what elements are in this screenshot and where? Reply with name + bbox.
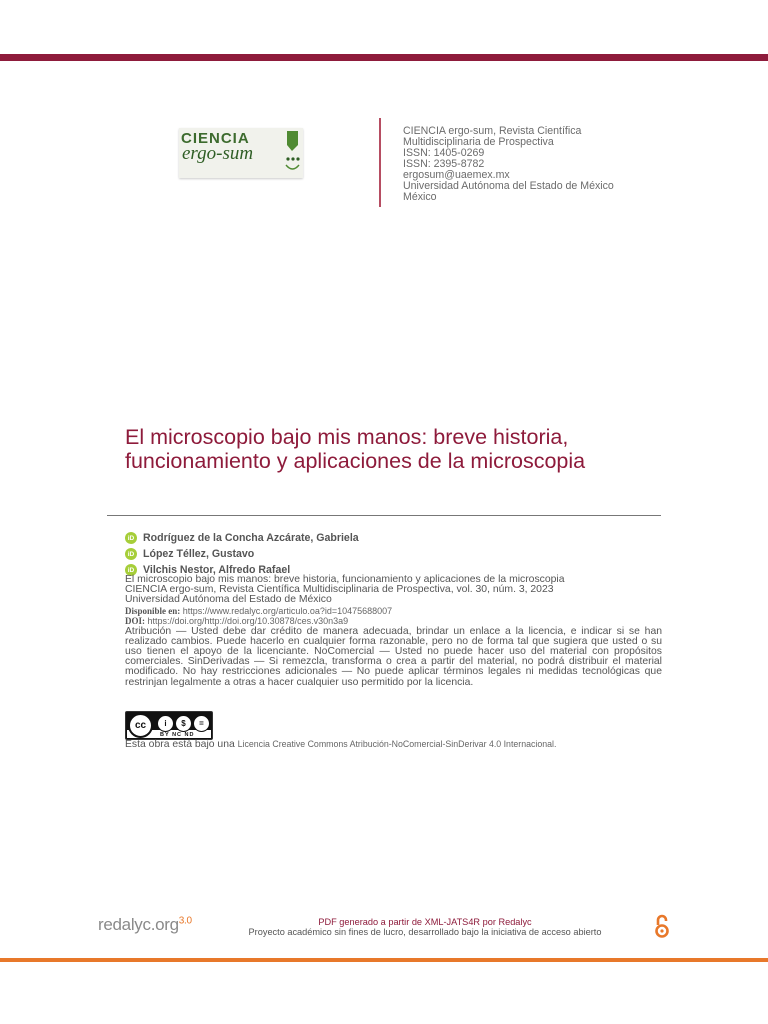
citation-institution: Universidad Autónoma del Estado de México [125,594,332,606]
journal-subtitle-line: Multidisciplinaria de Prospectiva [403,136,554,148]
cc-license-icon[interactable] [125,711,213,740]
journal-university: Universidad Autónoma del Estado de México [403,180,614,192]
author-item [125,530,359,546]
author-name: López Téllez, Gustavo [143,548,255,560]
orcid-icon[interactable]: iD [125,564,137,576]
journal-logo [179,128,303,178]
article-meta [125,575,662,688]
journal-info [403,126,614,203]
attribution-icon: i [157,715,174,732]
citation-journal: CIENCIA ergo-sum, Revista Científica Multidisciplinaria de Prospectiva, vol. 30, núm. 3, 2023 [125,584,554,596]
orcid-icon[interactable]: iD [125,532,137,544]
header-divider [379,118,381,207]
orcid-icon[interactable]: iD [125,548,137,560]
pdf-generated-line: PDF generado a partir de XML-JATS4R por Redalyc [318,917,532,927]
doi-label: DOI: [125,616,145,627]
journal-name-line: CIENCIA ergo-sum, Revista Científica [403,125,582,137]
citation-title: El microscopio bajo mis manos: breve historia, funcionamiento y aplicaciones de la microscopia [125,574,565,585]
journal-email[interactable]: ergosum@uaemex.mx [403,169,510,181]
footer-text [200,917,650,938]
available-label: Disponible en: [125,605,181,616]
logo-word-ciencia: CIENCIA [181,130,250,147]
redalyc-version: 3.0 [178,915,192,927]
bottom-accent-bar [0,958,768,962]
cc-main-icon: cc [128,713,153,738]
article-title: El microscopio bajo mis manos: breve historia, funcionamiento y aplicaciones de la microscopia [125,425,586,473]
logo-word-ergo-sum: ergo-sum [182,143,254,164]
issn-print: ISSN: 1405-0269 [403,147,485,159]
license-link[interactable]: Licencia Creative Commons Atribución-NoComercial-SinDerivar 4.0 Internacional. [237,739,557,749]
author-name: Rodríguez de la Concha Azcárate, Gabriela [143,532,359,544]
cc-badge-terms: BY NC ND [160,732,195,738]
author-list [125,530,359,578]
project-line: Proyecto académico sin fines de lucro, desarrollado bajo la iniciativa de acceso abierto [248,927,602,938]
redalyc-logo [98,915,192,935]
doi-url[interactable]: https://doi.org/http://doi.org/10.30878/ces.v30n3a9 [147,616,349,627]
noderivatives-icon: = [193,715,210,732]
top-accent-bar [0,54,768,61]
available-url[interactable]: https://www.redalyc.org/articulo.oa?id=10475688007 [182,605,393,616]
author-item [125,546,359,562]
license-prefix: Esta obra está bajo una [125,739,235,750]
author-name: Vilchis Nestor, Alfredo Rafael [143,564,291,576]
journal-country: México [403,191,437,203]
open-access-icon [654,913,670,939]
license-line [125,739,556,750]
issn-online: ISSN: 2395-8782 [403,158,485,170]
leaf-logo-icon [284,129,301,175]
noncommercial-icon: $ [175,715,192,732]
redalyc-logo-text: redalyc.org [98,915,179,934]
license-paragraph: Atribución — Usted debe dar crédito de manera adecuada, brindar un enlace a la licencia, e indicar si se han realizado cambios. Puede hacerlo en cualquier forma razonable, pero no de forma tal que sugiera que usted o su uso tienen el apoyo de la licenciante. NoComercial — Usted no puede hacer uso del material con propósitos comerciales. SinDerivadas — Si remezcla, transforma o crea a partir del material, no podrá distribuir el material modificado. No hay restricciones adicionales — No puede aplicar términos legales ni medidas tecnológicas que restrinjan legalmente a otras a hacer cualquier uso permitido por la licencia. [125,625,662,688]
title-rule [107,515,661,516]
available-line [125,606,662,617]
